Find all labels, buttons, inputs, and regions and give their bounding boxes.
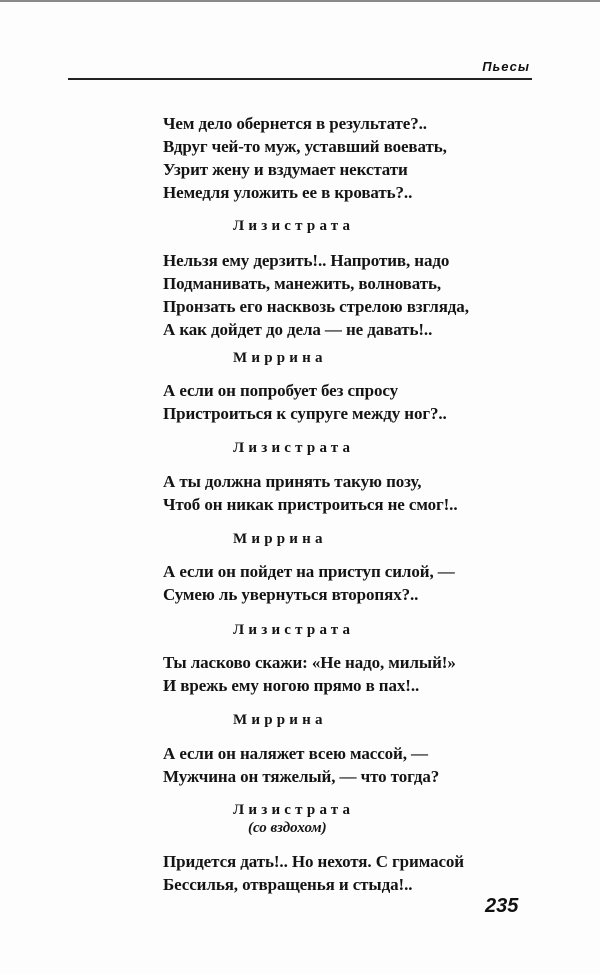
stage-direction: (со вздохом) xyxy=(248,820,327,836)
running-head-title: Пьесы xyxy=(482,59,530,74)
speaker-name: Миррина xyxy=(233,350,327,366)
verse-line: Чтоб он никак пристроиться не смог!.. xyxy=(163,495,458,514)
verse-line: Бессилья, отвращенья и стыда!.. xyxy=(163,875,413,894)
verse-line: Немедля уложить ее в кровать?.. xyxy=(163,183,413,202)
verse-stanza xyxy=(163,249,469,341)
verse-line: Мужчина он тяжелый, — что тогда? xyxy=(163,767,440,786)
verse-stanza xyxy=(163,560,455,606)
page-number: 235 xyxy=(485,895,519,917)
running-head xyxy=(68,58,532,80)
speaker-name: Миррина xyxy=(233,531,327,547)
verse-line: А если он пойдет на приступ силой, — xyxy=(163,562,455,581)
verse-line: Подманивать, манежить, волновать, xyxy=(163,274,442,293)
verse-line: Узрит жену и вздумает некстати xyxy=(163,160,408,179)
verse-line: А ты должна принять такую позу, xyxy=(163,472,422,491)
speaker-name: Лизистрата xyxy=(233,440,355,456)
verse-line: Пристроиться к супруге между ног?.. xyxy=(163,404,447,423)
verse-line: Сумею ль увернуться второпях?.. xyxy=(163,585,419,604)
verse-stanza xyxy=(163,742,439,788)
verse-stanza xyxy=(163,850,464,896)
verse-stanza xyxy=(163,651,456,697)
verse-line: Чем дело обернется в результате?.. xyxy=(163,114,427,133)
verse-line: А как дойдет до дела — не давать!.. xyxy=(163,320,433,339)
verse-line: А если он попробует без спросу xyxy=(163,381,398,400)
speaker-name: Лизистрата xyxy=(233,622,355,638)
verse-line: А если он наляжет всею массой, — xyxy=(163,744,428,763)
verse-stanza xyxy=(163,112,447,204)
verse-line: Ты ласково скажи: «Не надо, милый!» xyxy=(163,653,456,672)
verse-line: Вдруг чей-то муж, уставший воевать, xyxy=(163,137,447,156)
speaker-name: Лизистрата xyxy=(233,218,355,234)
verse-line: Нельзя ему дерзить!.. Напротив, надо xyxy=(163,251,450,270)
verse-stanza xyxy=(163,379,447,425)
verse-line: Пронзать его насквозь стрелою взгляда, xyxy=(163,297,469,316)
speaker-name: Лизистрата xyxy=(233,802,355,818)
verse-line: Придется дать!.. Но нехотя. С гримасой xyxy=(163,852,465,871)
verse-stanza xyxy=(163,470,457,516)
verse-line: И врежь ему ногою прямо в пах!.. xyxy=(163,676,420,695)
speaker-name: Миррина xyxy=(233,712,327,728)
